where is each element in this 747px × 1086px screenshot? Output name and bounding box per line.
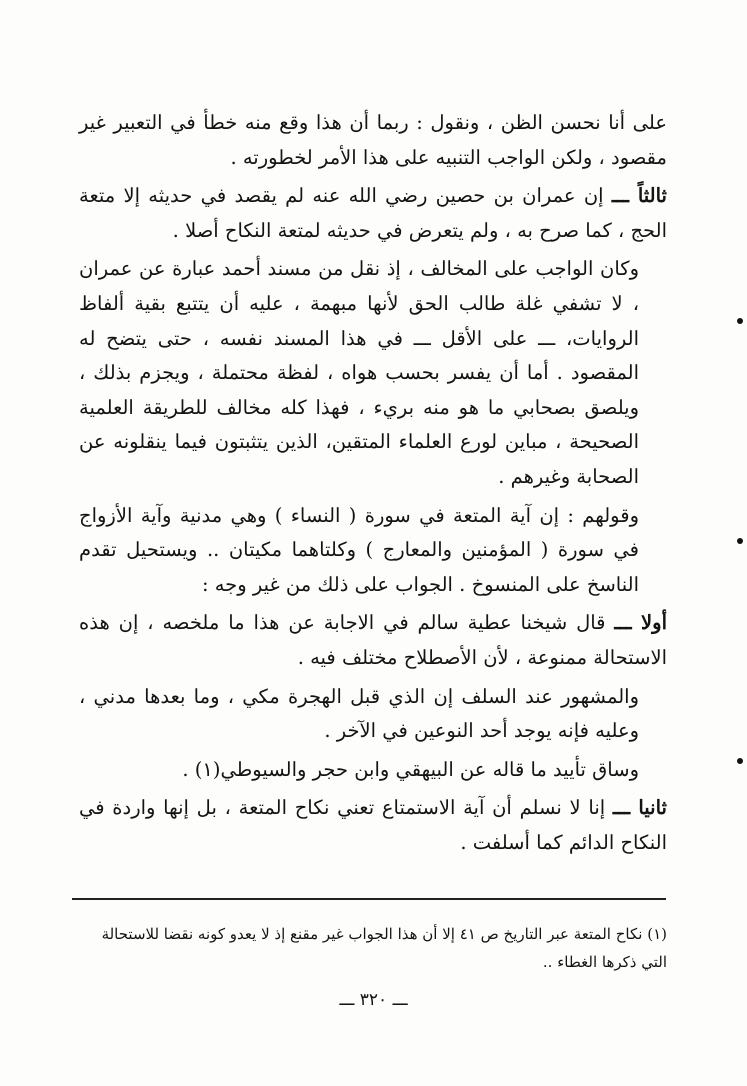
paragraph-text: إنا لا نسلم أن آية الاستمتاع تعني نكاح المتعة ، بل إنها واردة في النكاح الدائم كما أسلفت . xyxy=(79,796,667,854)
paragraph-lead: ثانيا ـــ xyxy=(612,796,667,820)
paragraph-3 xyxy=(79,252,667,494)
paragraph-text: إن عمران بن حصين رضي الله عنه لم يقصد في حديثه إلا متعة الحج ، كما صرح به ، ولم يتعرض في حديثه لمتعة النكاح أصلا . xyxy=(79,184,667,242)
paragraph-2 xyxy=(79,179,667,248)
paragraph-4 xyxy=(79,499,667,603)
margin-mark xyxy=(737,538,743,544)
paragraph-text: وساق تأييد ما قاله عن البيهقي وابن حجر والسيوطي(١) . xyxy=(182,757,639,781)
paragraph-lead: ثالثاً ـــ xyxy=(611,184,667,208)
page-number: ـــ ٣٢٠ ـــ xyxy=(339,990,408,1010)
body-text xyxy=(79,106,667,864)
paragraph-text: وقولهم : إن آية المتعة في سورة ( النساء ) وهي مدنية وآية الأزواج في سورة ( المؤمنين والمعارج ) وكلتاهما مكيتان .. ويستحيل تقدم الناسخ على المنسوخ . الجواب على ذلك من غير وجه : xyxy=(79,503,639,596)
margin-mark xyxy=(737,318,743,324)
paragraph-1 xyxy=(79,106,667,175)
footnote: (١) نكاح المتعة عبر التاريخ ص ٤١ إلا أن هذا الجواب غير مقنع إذ لا يعدو كونه نقضا للاستحالة التي ذكرها الغطاء .. xyxy=(101,925,667,971)
paragraph-text: قال شيخنا عطية سالم في الاجابة عن هذا ما ملخصه ، إن هذه الاستحالة ممنوعة ، لأن الأصطلاح مختلف فيه . xyxy=(79,611,667,669)
footnote-divider xyxy=(72,898,666,900)
paragraph-lead: أولا ـــ xyxy=(614,611,667,635)
paragraph-6 xyxy=(79,680,667,749)
paragraph-text: والمشهور عند السلف إن الذي قبل الهجرة مكي ، وما بعدها مدني ، وعليه فإنه يوجد أحد النوعين في الآخر . xyxy=(79,684,639,743)
margin-mark xyxy=(737,758,743,764)
paragraph-text: على أنا نحسن الظن ، ونقول : ربما أن هذا وقع منه خطأ في التعبير غير مقصود ، ولكن الواجب التنبيه على هذا الأمر لخطورته . xyxy=(79,111,667,169)
paragraph-text: وكان الواجب على المخالف ، إذ نقل من مسند أحمد عبارة عن عمران ، لا تشفي غلة طالب الحق لأنها مبهمة ، عليه أن يتتبع بقية ألفاظ الروايات، ـــ على الأقل ـــ في هذا المسند نفسه ، حتى يتضح له المقصود . أما أن يفسر بحسب هواه ، لفظة محتملة ، ويجزم بذلك ، ويلصق بصحابي ما هو منه بريء ، فهذا كله مخالف للطريقة العلمية الصحيحة ، مباين لورع العلماء المتقين، الذين يتثبتون فيما ينقلونه عن الصحابة وغيرهم . xyxy=(79,257,639,488)
paragraph-5 xyxy=(79,606,667,675)
paragraph-7 xyxy=(79,753,667,788)
paragraph-8 xyxy=(79,791,667,860)
